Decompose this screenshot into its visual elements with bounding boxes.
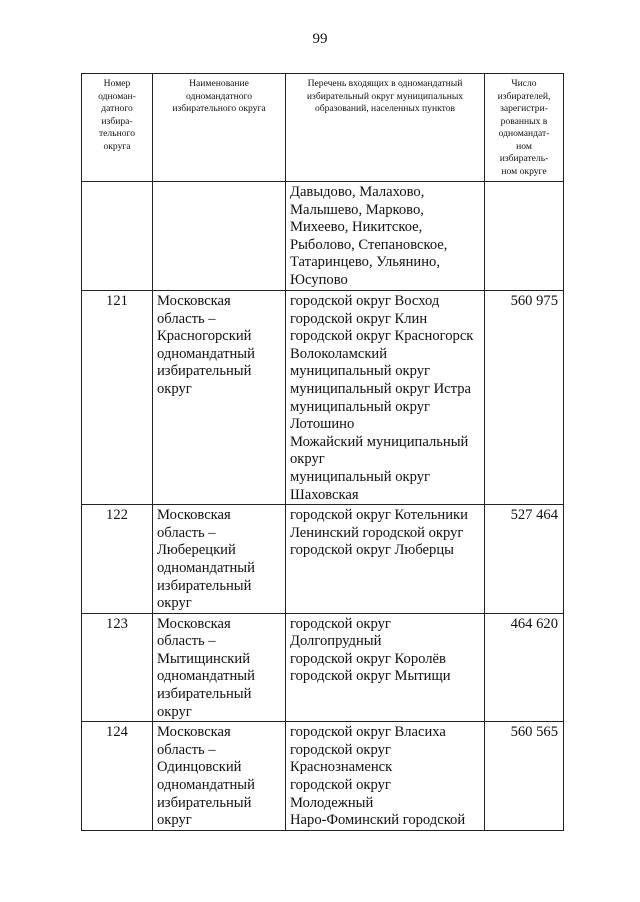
table-row [82,291,564,505]
table-row [82,722,564,831]
page-number: 99 [312,31,328,47]
cell-voters: 464 620 [485,613,564,722]
cell-number: 124 [82,722,153,831]
cell-voters [485,182,564,291]
header-municipalities-list: Перечень входящих в одномандатный избирательный округ муниципальных образований, населенных пунктов [286,74,485,182]
cell-name: Московская область – Мытищинский одномандатный избирательный округ [153,613,286,722]
cell-list: Давыдово, Малахово, Малышево, Марково, Михеево, Никитское, Рыболово, Степановское, Татаринцево, Ульянино, Юсупово [286,182,485,291]
cell-name [153,182,286,291]
cell-number: 121 [82,291,153,505]
cell-number: 123 [82,613,153,722]
cell-voters: 560 565 [485,722,564,831]
header-district-number: Номер одноман- датного избира- тельного округа [82,74,153,182]
cell-list: городской округ Власиха городской округ Краснознаменск городской округ Молодежный Наро-Фоминский городской [286,722,485,831]
cell-list: городской округ Долгопрудный городской округ Королёв городской округ Мытищи [286,613,485,722]
electoral-districts-table [81,73,564,831]
cell-name: Московская область – Люберецкий одномандатный избирательный округ [153,505,286,614]
cell-list: городской округ Котельники Ленинский городской округ городской округ Люберцы [286,505,485,614]
table-header-row [82,74,564,182]
table-row [82,505,564,614]
table-row [82,613,564,722]
cell-list: городской округ Восход городской округ Клин городской округ Красногорск Волоколамский муниципальный округ муниципальный округ Истра муниципальный округ Лотошино Можайский муниципальный округ муниципальный округ Шаховская [286,291,485,505]
header-district-name: Наименование одномандатного избирательного округа [153,74,286,182]
cell-number [82,182,153,291]
header-voters-count: Число избирателей, зарегистри- рованных в одномандат- ном избиратель- ном округе [485,74,564,182]
cell-voters: 527 464 [485,505,564,614]
cell-name: Московская область – Красногорский одномандатный избирательный округ [153,291,286,505]
cell-number: 122 [82,505,153,614]
cell-name: Московская область – Одинцовский одномандатный избирательный округ [153,722,286,831]
cell-voters: 560 975 [485,291,564,505]
table-row-continuation [82,182,564,291]
